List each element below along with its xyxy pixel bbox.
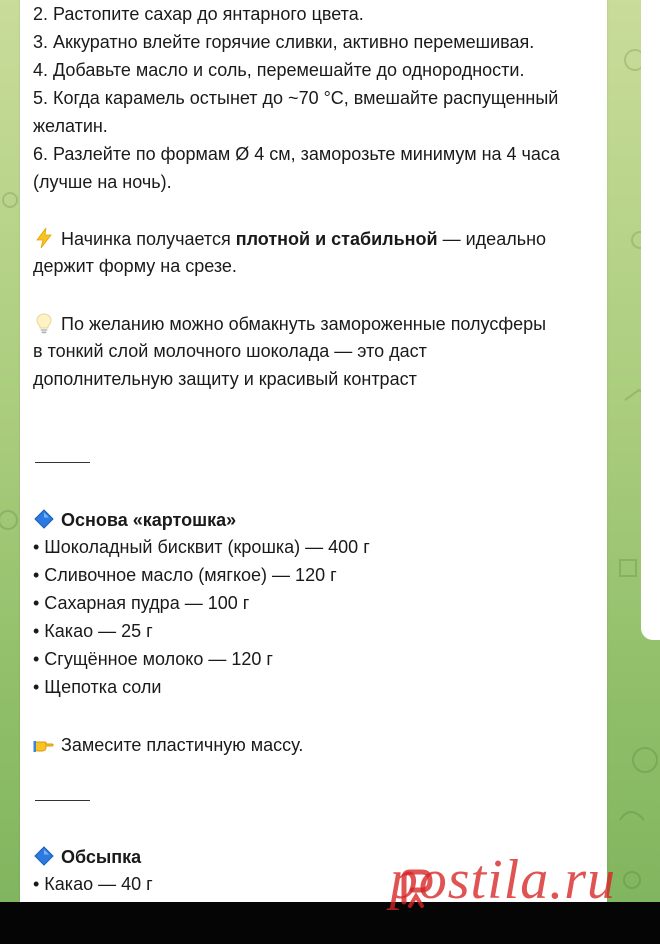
instruction-knead: Замесите пластичную массу. (33, 733, 303, 756)
pointing-hand-icon (33, 733, 55, 755)
step-2: 2. Растопите сахар до янтарного цвета. (33, 4, 364, 24)
list-item: • Сливочное масло (мягкое) — 120 г (33, 565, 337, 585)
list-item: • Щепотка соли (33, 677, 162, 697)
list-item: • Какао — 40 г (33, 874, 153, 894)
tip-chocolate-dip: По желанию можно обмакнуть замороженные полусферы (33, 312, 546, 335)
step-6: 6. Разлейте по формам Ø 4 см, заморозьте минимум на 4 часа (33, 144, 560, 164)
side-card (641, 0, 660, 640)
list-item: • Шоколадный бисквит (крошка) — 400 г (33, 537, 370, 557)
tip-stable-filling-cont: держит форму на срезе. (33, 256, 237, 276)
separator-1 (35, 462, 90, 463)
tip-stable-filling: Начинка получается плотной и стабильной — идеально (33, 227, 546, 250)
list-item: • Какао — 25 г (33, 621, 153, 641)
lightning-icon (33, 227, 55, 249)
message-bubble (20, 0, 607, 902)
blue-diamond-icon (33, 845, 55, 867)
tip-chocolate-dip-cont1: в тонкий слой молочного шоколада — это даст (33, 341, 427, 361)
step-5-cont: желатин. (33, 116, 108, 136)
step-5: 5. Когда карамель остынет до ~70 °С, вмешайте распущенный (33, 88, 559, 108)
lightbulb-icon (33, 312, 55, 334)
separator-2 (35, 800, 90, 801)
step-3: 3. Аккуратно влейте горячие сливки, активно перемешивая. (33, 32, 535, 52)
watermark-text: postila.ru (389, 849, 616, 911)
section-base-title: Основа «картошка» (33, 508, 236, 531)
tip-chocolate-dip-cont2: дополнительную защиту и красивый контраст (33, 369, 417, 389)
list-item: • Сгущённое молоко — 120 г (33, 649, 273, 669)
list-item: • Сахарная пудра — 100 г (33, 593, 250, 613)
blue-diamond-icon (33, 508, 55, 530)
section-coating-title: Обсыпка (33, 845, 141, 868)
step-4: 4. Добавьте масло и соль, перемешайте до однородности. (33, 60, 525, 80)
step-6-cont: (лучше на ночь). (33, 172, 172, 192)
